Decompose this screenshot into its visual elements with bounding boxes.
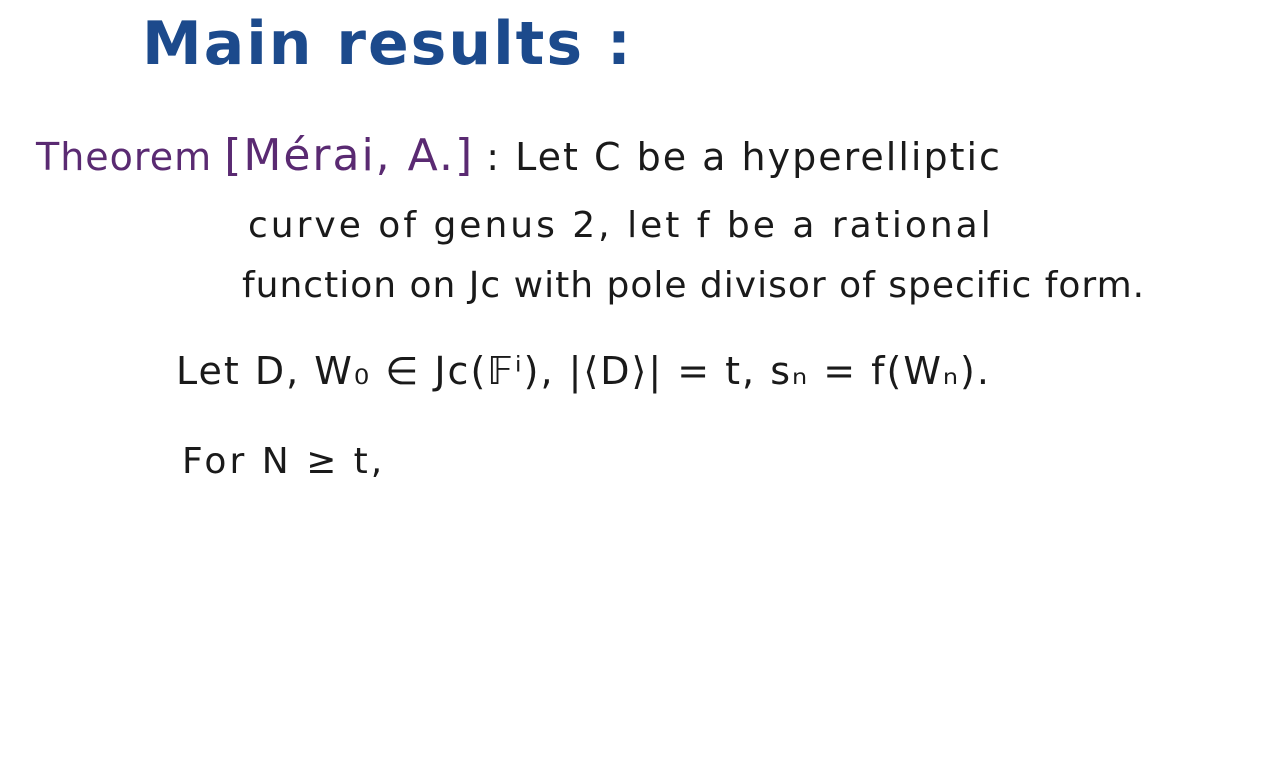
- theorem-label: Theorem: [36, 135, 213, 179]
- theorem-statement-line-2: curve of genus 2, let f be a rational: [248, 205, 994, 246]
- condition-line: For N ≥ t,: [182, 441, 386, 482]
- slide-heading: Main results :: [142, 9, 633, 79]
- theorem-statement-line-3: function on Jᴄ with pole divisor of specific form.: [242, 265, 1146, 306]
- theorem-statement-line-1: : Let C be a hyperelliptic: [486, 135, 1002, 179]
- theorem-attribution: [Mérai, A.]: [224, 130, 475, 181]
- theorem-line: [36, 130, 1002, 181]
- hypothesis-line: Let D, W₀ ∈ Jᴄ(𝔽ⁱ), |⟨D⟩| = t, sₙ = f(Wₙ).: [176, 349, 991, 393]
